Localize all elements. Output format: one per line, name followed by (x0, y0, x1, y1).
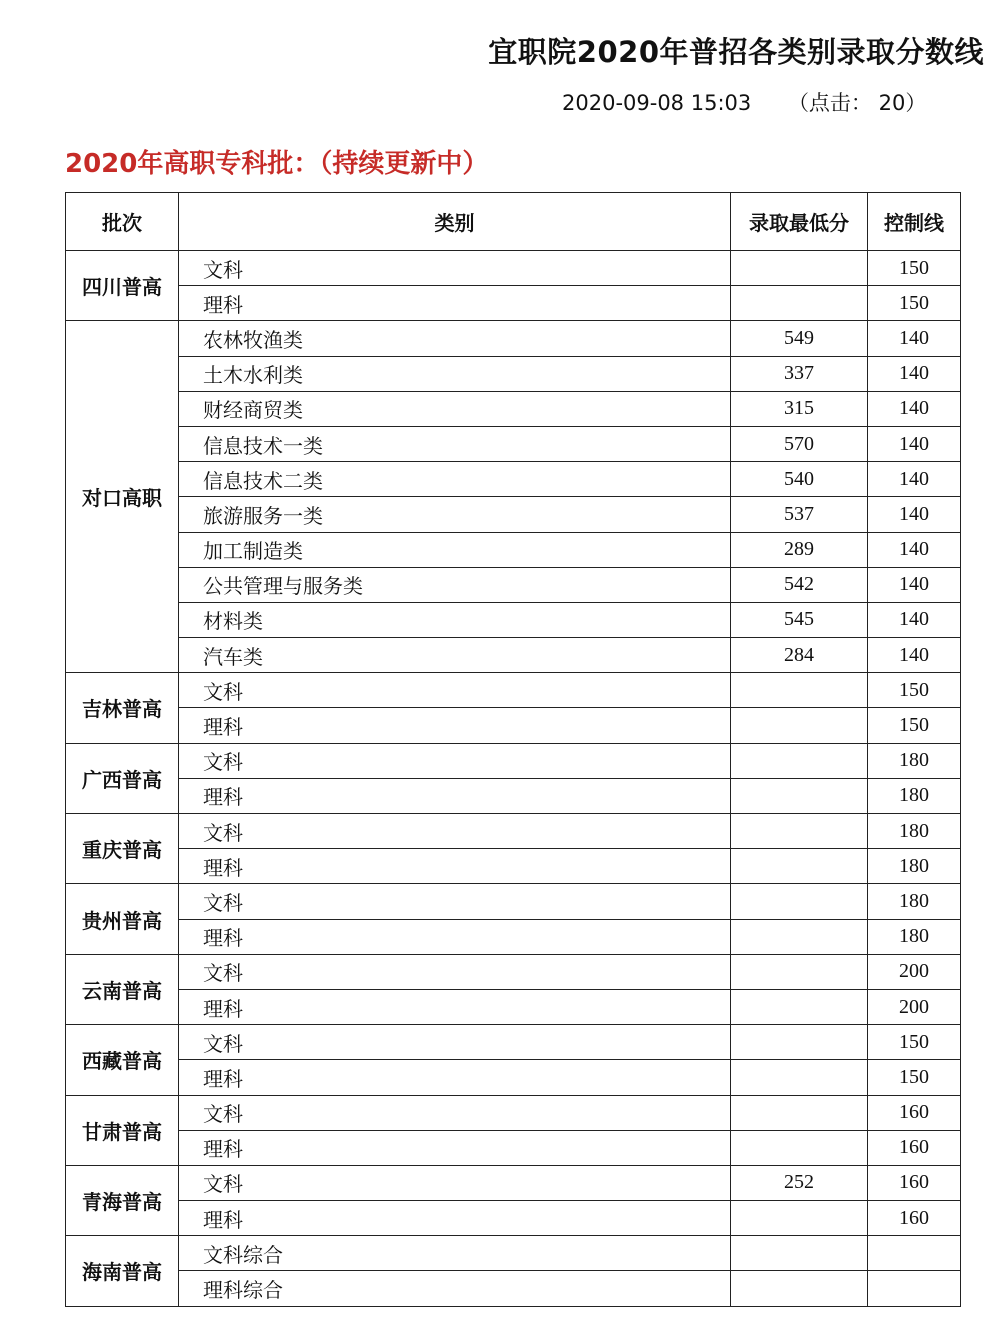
min-score-cell (731, 1271, 868, 1306)
category-cell: 文科 (179, 814, 731, 849)
category-cell: 加工制造类 (179, 532, 731, 567)
table-row (66, 673, 961, 708)
table-row (66, 1271, 961, 1306)
control-line-cell: 180 (868, 743, 961, 778)
min-score-cell (731, 814, 868, 849)
control-line-cell: 200 (868, 954, 961, 989)
category-cell: 理科 (179, 1060, 731, 1095)
control-line-cell: 160 (868, 1201, 961, 1236)
control-line-cell: 140 (868, 356, 961, 391)
category-cell: 文科 (179, 673, 731, 708)
table-row (66, 462, 961, 497)
control-line-cell: 150 (868, 1060, 961, 1095)
min-score-cell: 537 (731, 497, 868, 532)
batch-cell: 四川普高 (66, 251, 179, 321)
control-line-cell: 140 (868, 391, 961, 426)
min-score-cell (731, 778, 868, 813)
table-row (66, 1165, 961, 1200)
table-body (66, 251, 961, 1307)
batch-cell: 云南普高 (66, 954, 179, 1024)
category-cell: 文科 (179, 251, 731, 286)
table-row (66, 567, 961, 602)
table-row (66, 286, 961, 321)
min-score-cell (731, 1095, 868, 1130)
category-cell: 理科 (179, 286, 731, 321)
article-meta (562, 87, 926, 117)
table-row (66, 989, 961, 1024)
min-score-cell: 284 (731, 638, 868, 673)
page-title: 宜职院2020年普招各类别录取分数线 (488, 35, 984, 69)
category-cell: 信息技术一类 (179, 426, 731, 461)
batch-cell: 吉林普高 (66, 673, 179, 743)
control-line-cell: 160 (868, 1095, 961, 1130)
batch-cell: 贵州普高 (66, 884, 179, 954)
min-score-cell: 570 (731, 426, 868, 461)
batch-cell: 西藏普高 (66, 1025, 179, 1095)
table-row (66, 356, 961, 391)
publish-datetime: 2020-09-08 15:03 (562, 91, 752, 115)
control-line-cell: 150 (868, 708, 961, 743)
table-row (66, 497, 961, 532)
category-cell: 文科综合 (179, 1236, 731, 1271)
min-score-cell (731, 1201, 868, 1236)
click-count: （点击： 20） (787, 91, 927, 115)
control-line-cell: 140 (868, 602, 961, 637)
control-line-cell: 180 (868, 814, 961, 849)
category-cell: 理科 (179, 849, 731, 884)
table-row (66, 954, 961, 989)
category-cell: 理科 (179, 1201, 731, 1236)
min-score-cell (731, 1060, 868, 1095)
min-score-cell (731, 954, 868, 989)
min-score-cell (731, 919, 868, 954)
control-line-cell: 150 (868, 286, 961, 321)
control-line-cell: 180 (868, 849, 961, 884)
category-cell: 理科 (179, 989, 731, 1024)
table-row (66, 708, 961, 743)
control-line-cell: 140 (868, 462, 961, 497)
control-line-cell: 150 (868, 251, 961, 286)
category-cell: 土木水利类 (179, 356, 731, 391)
min-score-cell: 542 (731, 567, 868, 602)
table-row (66, 1130, 961, 1165)
control-line-cell: 140 (868, 321, 961, 356)
category-cell: 文科 (179, 1025, 731, 1060)
table-row (66, 743, 961, 778)
control-line-cell (868, 1236, 961, 1271)
min-score-cell (731, 1236, 868, 1271)
min-score-cell (731, 1025, 868, 1060)
table-row (66, 638, 961, 673)
table-header-row (66, 193, 961, 251)
min-score-cell: 549 (731, 321, 868, 356)
min-score-cell (731, 989, 868, 1024)
batch-cell: 青海普高 (66, 1165, 179, 1235)
min-score-cell: 337 (731, 356, 868, 391)
table-row (66, 814, 961, 849)
min-score-cell (731, 743, 868, 778)
min-score-cell: 545 (731, 602, 868, 637)
category-cell: 文科 (179, 1095, 731, 1130)
category-cell: 文科 (179, 954, 731, 989)
min-score-cell (731, 884, 868, 919)
section-title: 2020年高职专科批：（持续更新中） (65, 149, 489, 179)
category-cell: 理科 (179, 919, 731, 954)
column-header-category: 类别 (179, 193, 731, 251)
category-cell: 旅游服务一类 (179, 497, 731, 532)
control-line-cell: 160 (868, 1165, 961, 1200)
category-cell: 理科 (179, 778, 731, 813)
min-score-cell (731, 849, 868, 884)
control-line-cell: 140 (868, 567, 961, 602)
table-row (66, 391, 961, 426)
min-score-cell: 289 (731, 532, 868, 567)
category-cell: 汽车类 (179, 638, 731, 673)
table-row (66, 919, 961, 954)
category-cell: 文科 (179, 1165, 731, 1200)
control-line-cell: 140 (868, 638, 961, 673)
min-score-cell (731, 251, 868, 286)
category-cell: 材料类 (179, 602, 731, 637)
table-row (66, 321, 961, 356)
category-cell: 信息技术二类 (179, 462, 731, 497)
control-line-cell (868, 1271, 961, 1306)
min-score-cell: 252 (731, 1165, 868, 1200)
category-cell: 文科 (179, 884, 731, 919)
min-score-cell (731, 286, 868, 321)
table-row (66, 1025, 961, 1060)
control-line-cell: 180 (868, 919, 961, 954)
column-header-control-line: 控制线 (868, 193, 961, 251)
table-row (66, 1236, 961, 1271)
min-score-cell (731, 1130, 868, 1165)
min-score-cell (731, 708, 868, 743)
table-row (66, 849, 961, 884)
table-row (66, 251, 961, 286)
control-line-cell: 160 (868, 1130, 961, 1165)
category-cell: 理科 (179, 1130, 731, 1165)
batch-cell: 对口高职 (66, 321, 179, 673)
category-cell: 农林牧渔类 (179, 321, 731, 356)
table-row (66, 1201, 961, 1236)
control-line-cell: 180 (868, 778, 961, 813)
table-row (66, 778, 961, 813)
batch-cell: 重庆普高 (66, 814, 179, 884)
table-row (66, 426, 961, 461)
category-cell: 理科 (179, 708, 731, 743)
category-cell: 公共管理与服务类 (179, 567, 731, 602)
table-row (66, 1095, 961, 1130)
table-row (66, 1060, 961, 1095)
control-line-cell: 200 (868, 989, 961, 1024)
min-score-cell: 315 (731, 391, 868, 426)
control-line-cell: 180 (868, 884, 961, 919)
column-header-min-score: 录取最低分 (731, 193, 868, 251)
control-line-cell: 140 (868, 426, 961, 461)
control-line-cell: 140 (868, 532, 961, 567)
batch-cell: 海南普高 (66, 1236, 179, 1306)
min-score-cell (731, 673, 868, 708)
min-score-cell: 540 (731, 462, 868, 497)
category-cell: 文科 (179, 743, 731, 778)
batch-cell: 甘肃普高 (66, 1095, 179, 1165)
control-line-cell: 150 (868, 1025, 961, 1060)
batch-cell: 广西普高 (66, 743, 179, 813)
table-row (66, 884, 961, 919)
table-row (66, 602, 961, 637)
category-cell: 财经商贸类 (179, 391, 731, 426)
admission-score-table (65, 192, 961, 1307)
column-header-batch: 批次 (66, 193, 179, 251)
category-cell: 理科综合 (179, 1271, 731, 1306)
control-line-cell: 150 (868, 673, 961, 708)
control-line-cell: 140 (868, 497, 961, 532)
table-row (66, 532, 961, 567)
